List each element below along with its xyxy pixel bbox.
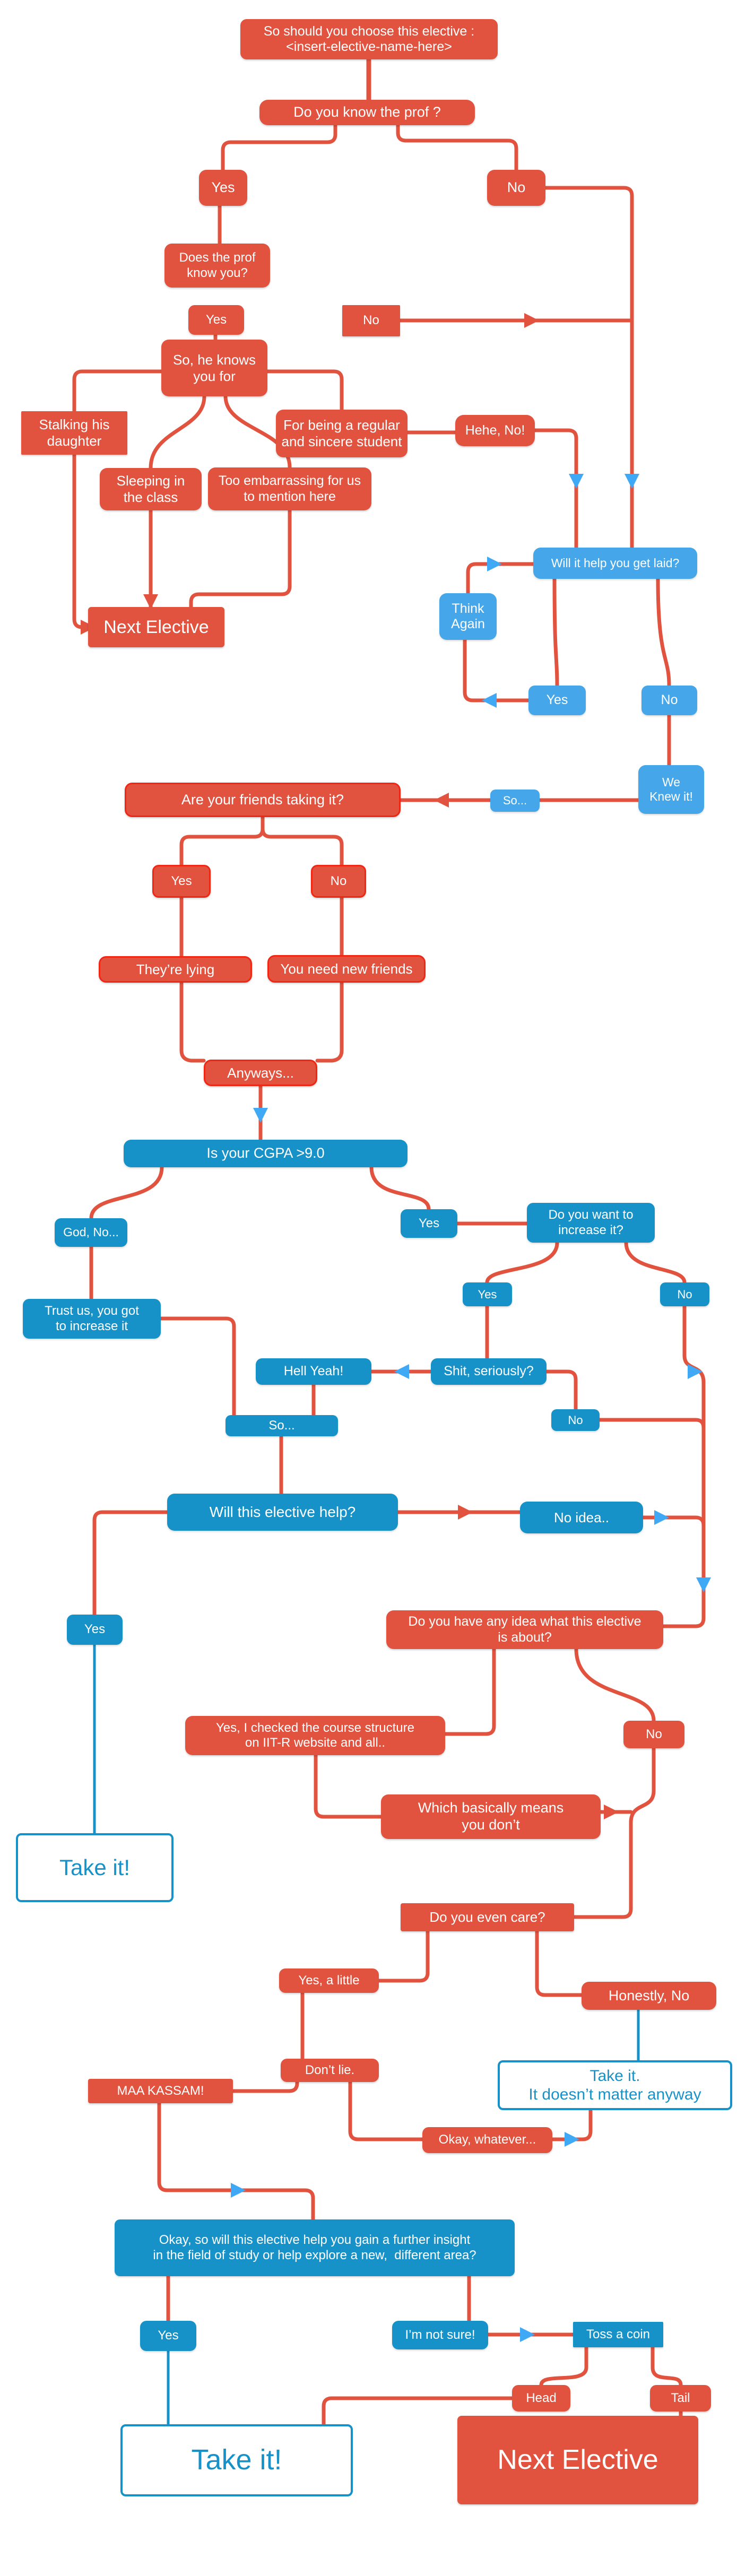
laid-no [641, 686, 697, 715]
too-embarrassing-label: to mention here [244, 489, 336, 504]
toss-a-coin-label: Toss a coin [586, 2327, 651, 2341]
seriously-no-label: No [568, 1413, 583, 1427]
theyre-lying [99, 956, 252, 983]
q-elective-help [167, 1494, 398, 1531]
friends-no [311, 865, 366, 898]
no-idea [520, 1502, 643, 1533]
need-new-friends [267, 955, 426, 983]
so-he-knows-label: you for [193, 368, 236, 384]
take-it-1 [16, 1833, 174, 1902]
coin-tail-label: Tail [671, 2390, 690, 2405]
q-any-idea-label: is about? [498, 1629, 552, 1645]
laid-yes [528, 686, 586, 715]
q-increase [527, 1203, 655, 1243]
take-doesnt-matter-label: It doesn’t matter anyway [528, 2086, 701, 2103]
dont-lie [281, 2059, 379, 2082]
start-question-label: So should you choose this elective : [263, 23, 475, 39]
hell-yeah-label: Hell Yeah! [283, 1364, 344, 1379]
regular-sincere-label: For being a regular [283, 417, 400, 433]
take-it-final [120, 2424, 353, 2496]
increase-no-label: No [677, 1287, 692, 1301]
know-prof-no-label: No [507, 179, 526, 196]
prof-know-no [342, 305, 400, 336]
next-elective-top [88, 607, 224, 647]
take-doesnt-matter-label: Take it. [589, 2067, 640, 2085]
too-embarrassing [208, 467, 371, 510]
regular-sincere [276, 410, 407, 457]
theyre-lying-label: They’re lying [136, 961, 215, 977]
hehe-no-label: Hehe, No! [465, 422, 525, 438]
q-prof-know-you [164, 244, 270, 288]
next-elective-final-label: Next Elective [497, 2444, 658, 2475]
think-again [439, 593, 497, 640]
cgpa-god-no [55, 1218, 127, 1247]
laid-yes-label: Yes [546, 692, 568, 708]
care-honestly-no [582, 1982, 716, 2010]
sleeping-class-label: Sleeping in [116, 473, 185, 489]
q-cgpa [124, 1140, 407, 1167]
q-insight [115, 2219, 515, 2276]
not-sure [392, 2321, 488, 2349]
q-even-care-label: Do you even care? [429, 1909, 545, 1926]
q-insight-label: in the field of study or help explore a new, different area? [153, 2248, 476, 2262]
coin-head [512, 2385, 570, 2412]
q-get-laid-label: Will it help you get laid? [551, 556, 680, 570]
q-prof-know-you-label: Does the prof [179, 250, 256, 265]
care-yes-little-label: Yes, a little [298, 1973, 360, 1988]
which-means-label: Which basically means [418, 1800, 564, 1816]
yes-checked-label: Yes, I checked the course structure [216, 1720, 414, 1735]
shit-seriously-label: Shit, seriously? [444, 1364, 534, 1379]
too-embarrassing-label: Too embarrassing for us [218, 473, 361, 488]
yes-checked-label: on IIT-R website and all.. [245, 1736, 386, 1750]
trust-us-label: Trust us, you got [45, 1304, 139, 1319]
cgpa-yes [401, 1209, 457, 1238]
so-he-knows [161, 340, 267, 396]
q-know-prof-label: Do you know the prof ? [293, 104, 441, 120]
start-question [240, 19, 498, 59]
idea-no-label: No [646, 1727, 662, 1741]
think-again-label: Think [452, 601, 484, 616]
okay-whatever-label: Okay, whatever... [438, 2132, 536, 2147]
regular-sincere-label: and sincere student [281, 433, 402, 449]
cgpa-yes-label: Yes [418, 1216, 440, 1230]
not-sure-label: I’m not sure! [405, 2327, 475, 2342]
q-any-idea [386, 1610, 663, 1649]
seriously-no [551, 1409, 600, 1431]
care-honestly-no-label: Honestly, No [608, 1987, 690, 2003]
q-know-prof [259, 100, 475, 125]
increase-yes-label: Yes [478, 1287, 497, 1301]
q-friends-taking-label: Are your friends taking it? [181, 791, 344, 808]
increase-yes [463, 1282, 512, 1306]
laid-no-label: No [661, 692, 678, 708]
so-1 [490, 790, 540, 812]
toss-a-coin [573, 2322, 663, 2347]
q-elective-help-label: Will this elective help? [209, 1504, 356, 1521]
trust-us [23, 1299, 161, 1339]
help-yes [67, 1615, 123, 1645]
idea-no [623, 1721, 684, 1748]
q-friends-taking [125, 783, 401, 817]
okay-whatever [422, 2127, 552, 2153]
so-2-label: So... [268, 1418, 295, 1433]
dont-lie-label: Don’t lie. [305, 2062, 355, 2077]
coin-tail [650, 2385, 711, 2412]
q-even-care [401, 1903, 574, 1931]
know-prof-no [487, 170, 545, 206]
friends-no-label: No [330, 873, 347, 888]
friends-yes-label: Yes [171, 873, 192, 888]
stalking-daughter-label: Stalking his [39, 417, 110, 433]
so-he-knows-label: So, he knows [172, 351, 256, 368]
insight-yes-label: Yes [158, 2328, 179, 2343]
increase-no [660, 1282, 709, 1306]
so-1-label: So... [502, 794, 527, 808]
need-new-friends-label: You need new friends [280, 960, 413, 977]
which-means [381, 1794, 601, 1839]
prof-know-yes [188, 305, 244, 335]
trust-us-label: to increase it [55, 1319, 128, 1333]
next-elective-final [457, 2416, 698, 2504]
stalking-daughter-label: daughter [47, 433, 102, 449]
know-prof-yes [199, 170, 247, 206]
help-yes-label: Yes [84, 1622, 106, 1637]
know-prof-yes-label: Yes [211, 179, 235, 196]
think-again-label: Again [451, 617, 485, 631]
take-it-1-label: Take it! [59, 1855, 131, 1880]
q-prof-know-you-label: know you? [187, 265, 248, 280]
take-it-final-label: Take it! [191, 2444, 282, 2476]
q-increase-label: Do you want to [548, 1208, 634, 1222]
cgpa-god-no-label: God, No... [63, 1225, 119, 1239]
sleeping-class [100, 468, 202, 510]
no-idea-label: No idea.. [553, 1509, 610, 1525]
we-knew-it-label: We [662, 775, 681, 789]
hehe-no [455, 415, 535, 446]
next-elective-top-label: Next Elective [103, 617, 209, 637]
we-knew-it-label: Knew it! [649, 790, 693, 803]
insight-yes [140, 2321, 196, 2351]
q-cgpa-label: Is your CGPA >9.0 [206, 1145, 325, 1161]
q-any-idea-label: Do you have any idea what this elective [408, 1614, 641, 1629]
q-insight-label: Okay, so will this elective help you gain a further insight [159, 2233, 471, 2248]
which-means-label: you don’t [462, 1817, 520, 1833]
we-knew-it [638, 765, 704, 814]
maa-kassam [88, 2079, 233, 2103]
hell-yeah [256, 1358, 371, 1385]
anyways [204, 1060, 317, 1086]
stalking-daughter [21, 411, 127, 455]
yes-checked [185, 1716, 445, 1755]
start-question-label: <insert-elective-name-here> [286, 39, 452, 54]
q-get-laid [533, 548, 697, 579]
q-increase-label: increase it? [558, 1222, 623, 1237]
so-2 [226, 1415, 338, 1436]
sleeping-class-label: the class [123, 489, 178, 505]
take-doesnt-matter [498, 2060, 732, 2110]
care-yes-little [279, 1968, 379, 1993]
maa-kassam-label: MAA KASSAM! [117, 2083, 204, 2098]
prof-know-no-label: No [363, 313, 379, 328]
prof-know-yes-label: Yes [205, 312, 227, 327]
coin-head-label: Head [526, 2390, 557, 2405]
anyways-label: Anyways... [227, 1064, 294, 1081]
friends-yes [152, 865, 211, 898]
shit-seriously [431, 1358, 547, 1385]
